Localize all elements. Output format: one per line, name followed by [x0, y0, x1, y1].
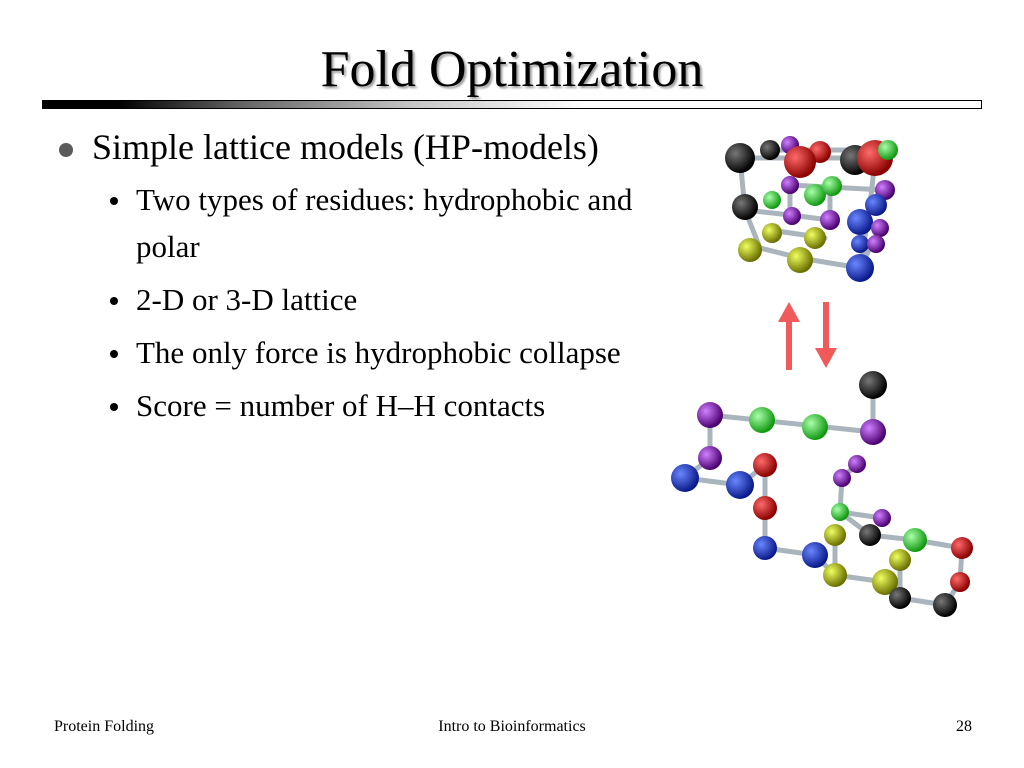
hp-lattice-figure — [660, 130, 990, 620]
sub-bullet-text: Two types of residues: hydrophobic and polar — [136, 182, 633, 264]
slide-title: Fold Optimization — [320, 41, 704, 98]
bullet-dot-icon — [59, 143, 73, 157]
unfolded-residues — [671, 371, 973, 617]
fold-unfold-arrows — [778, 302, 837, 370]
sub-bullet — [54, 176, 654, 270]
sub-bullet — [54, 382, 654, 429]
main-bullet — [54, 124, 654, 170]
sub-bullet-text: The only force is hydrophobic collapse — [136, 335, 621, 370]
title-underline — [42, 100, 982, 109]
bullet-dot-icon — [110, 350, 118, 358]
bullet-list — [54, 124, 654, 429]
bullet-dot-icon — [110, 197, 118, 205]
sub-bullet — [54, 276, 654, 323]
footer-course-title: Intro to Bioinformatics — [438, 718, 586, 735]
footer-course-topic: Protein Folding — [54, 718, 155, 735]
main-bullet-text: Simple lattice models (HP-models) — [92, 127, 599, 167]
footer-page-number: 28 — [956, 718, 972, 735]
sub-bullet — [54, 329, 654, 376]
sub-bullet-text: Score = number of H–H contacts — [136, 388, 546, 423]
bullet-dot-icon — [110, 297, 118, 305]
folded-residues — [725, 136, 898, 282]
sub-bullet-text: 2-D or 3-D lattice — [136, 282, 358, 317]
bullet-dot-icon — [110, 403, 118, 411]
